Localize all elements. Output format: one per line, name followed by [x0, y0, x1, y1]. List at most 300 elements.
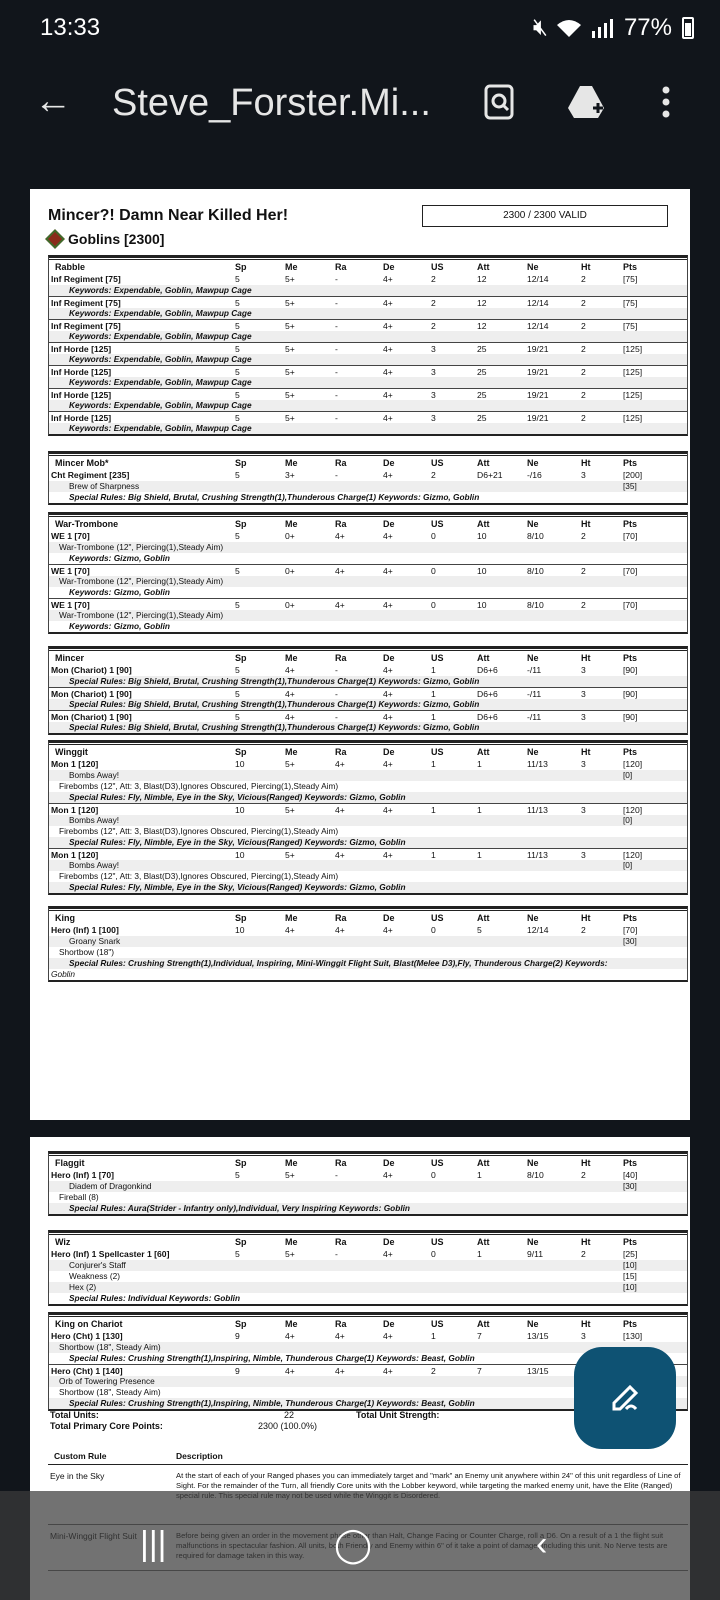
unit-stat: -	[335, 321, 338, 331]
unit-detail-text: Groany Snark	[69, 936, 121, 946]
total-core-label: Total Primary Core Points:	[50, 1421, 163, 1431]
unit-stat: 12/14	[527, 298, 549, 308]
unit-name: Mon (Chariot) 1 [90]	[51, 665, 132, 675]
column-header: De	[383, 653, 395, 663]
column-header: Ht	[581, 1158, 591, 1168]
block-top-rule	[49, 743, 687, 745]
column-header: Ra	[335, 1319, 347, 1329]
unit-stat: 2	[581, 566, 586, 576]
unit-stat: 4+	[383, 344, 393, 354]
unit-stat: 4+	[383, 274, 393, 284]
unit-detail-text: Shortbow (18")	[59, 947, 115, 957]
home-icon[interactable]: ◯	[334, 1526, 373, 1564]
unit-stat: [120]	[623, 805, 643, 815]
unit-name: Mon 1 [120]	[51, 850, 99, 860]
unit-stat: 5+	[285, 850, 295, 860]
unit-detail-line	[49, 1181, 687, 1192]
unit-detail-line	[49, 377, 687, 388]
unit-stat: 4+	[383, 367, 393, 377]
unit-detail-line	[49, 699, 687, 710]
unit-stat: 4+	[335, 850, 345, 860]
unit-detail-text: Hex (2)	[69, 1282, 97, 1292]
unit-row	[49, 848, 687, 860]
block-name: Mincer Mob*	[55, 458, 109, 468]
search-document-icon[interactable]	[480, 82, 520, 122]
unit-name: Hero (Inf) 1 [100]	[51, 925, 119, 935]
unit-stat: 5+	[285, 344, 295, 354]
detail-points: [30]	[623, 1181, 637, 1191]
column-header: US	[431, 1237, 444, 1247]
unit-row	[49, 365, 687, 377]
unit-stat: 4+	[285, 712, 295, 722]
unit-stat: 3	[581, 689, 586, 699]
unit-stat: [70]	[623, 925, 638, 935]
unit-detail-text: Keywords: Expendable, Goblin, Mawpup Cage	[69, 377, 252, 387]
unit-detail-text: War-Trombone (12", Piercing(1),Steady Aim)	[59, 576, 224, 586]
unit-row	[49, 273, 687, 285]
unit-row	[49, 564, 687, 576]
unit-detail-line	[49, 792, 687, 803]
unit-detail-line	[49, 354, 687, 365]
unit-stat: 0+	[285, 600, 295, 610]
unit-stat: 4+	[335, 925, 345, 935]
unit-stat: 4+	[383, 413, 393, 423]
nav-back-icon[interactable]: ‹	[536, 1525, 548, 1563]
unit-stat: 9	[235, 1366, 240, 1376]
unit-stat: 12/14	[527, 925, 549, 935]
add-to-drive-icon[interactable]	[566, 82, 606, 122]
block-header-row	[49, 1236, 687, 1248]
total-strength-label: Total Unit Strength:	[356, 1410, 440, 1420]
unit-stat: 8/10	[527, 531, 544, 541]
unit-stat: 5	[235, 531, 240, 541]
column-header: Pts	[623, 458, 638, 468]
unit-stat: 3	[431, 344, 436, 354]
unit-detail-text: Firebombs (12", Att: 3, Blast(D3),Ignores Obscured, Piercing(1),Steady Aim)	[59, 826, 339, 836]
unit-stat: 19/21	[527, 367, 549, 377]
column-header: Att	[477, 747, 490, 757]
column-header: Sp	[235, 262, 247, 272]
block-name: War-Trombone	[55, 519, 119, 529]
column-header: Sp	[235, 458, 247, 468]
battery-icon	[682, 17, 694, 39]
unit-row	[49, 924, 687, 936]
unit-stat: 25	[477, 390, 487, 400]
unit-detail-line	[49, 826, 687, 837]
custom-rule-name: Eye in the Sky	[50, 1471, 105, 1481]
unit-detail-line	[49, 722, 687, 733]
unit-stat: -/11	[527, 712, 542, 722]
unit-detail-text: Firebombs (12", Att: 3, Blast(D3),Ignores Obscured, Piercing(1),Steady Aim)	[59, 871, 339, 881]
column-header: Pts	[623, 1237, 638, 1247]
unit-block	[48, 906, 688, 982]
unit-stat: 25	[477, 367, 487, 377]
unit-detail-text: Special Rules: Individual Keywords: Goblin	[69, 1293, 241, 1303]
unit-stat: 4+	[383, 1366, 393, 1376]
navigation-bar	[0, 1491, 720, 1600]
column-header: Pts	[623, 653, 638, 663]
unit-stat: 5	[235, 390, 240, 400]
unit-stat: [125]	[623, 413, 643, 423]
block-header-row	[49, 912, 687, 924]
unit-stat: 9	[235, 1331, 240, 1341]
unit-detail-line	[49, 936, 687, 947]
column-header: De	[383, 1237, 395, 1247]
unit-name: WE 1 [70]	[51, 566, 90, 576]
column-header: Att	[477, 1237, 490, 1247]
column-header: De	[383, 1158, 395, 1168]
unit-detail-text: Brew of Sharpness	[69, 481, 140, 491]
unit-detail-line	[49, 587, 687, 598]
document-title: Steve_Forster.Mi...	[112, 82, 431, 124]
unit-stat: 4+	[285, 689, 295, 699]
unit-detail-text: Special Rules: Fly, Nimble, Eye in the Sky, Vicious(Ranged) Keywords: Gizmo, Goblin	[69, 837, 406, 847]
column-header: De	[383, 747, 395, 757]
detail-points: [10]	[623, 1282, 637, 1292]
unit-stat: -/16	[527, 470, 542, 480]
unit-stat: 5+	[285, 805, 295, 815]
unit-stat: 10	[235, 759, 245, 769]
unit-detail-line	[49, 860, 687, 871]
unit-detail-text: Keywords: Expendable, Goblin, Mawpup Cage	[69, 285, 252, 295]
unit-row	[49, 388, 687, 400]
unit-stat: 4+	[383, 1249, 393, 1259]
unit-stat: [125]	[623, 390, 643, 400]
column-header: Ne	[527, 458, 539, 468]
unit-stat: 3	[431, 367, 436, 377]
column-header: Me	[285, 653, 298, 663]
unit-detail-text: Keywords: Gizmo, Goblin	[69, 621, 170, 631]
unit-block	[48, 512, 688, 634]
unit-stat: 4+	[383, 689, 393, 699]
unit-detail-text: Special Rules: Fly, Nimble, Eye in the Sky, Vicious(Ranged) Keywords: Gizmo, Goblin	[69, 882, 406, 892]
column-header: Sp	[235, 653, 247, 663]
unit-detail-text: Special Rules: Aura(Strider - Infantry only),Individual, Very Inspiring Keywords: Goblin	[69, 1203, 410, 1213]
wifi-icon	[556, 18, 582, 38]
column-header: US	[431, 1158, 444, 1168]
unit-detail-text: Special Rules: Big Shield, Brutal, Crushing Strength(1),Thunderous Charge(1) Keywords: Gizmo, Goblin	[69, 699, 480, 709]
unit-stat: 5	[235, 566, 240, 576]
mute-icon: 🔇︎	[532, 14, 548, 41]
unit-detail-text: Keywords: Gizmo, Goblin	[69, 587, 170, 597]
unit-stat: 4+	[383, 759, 393, 769]
column-header: Me	[285, 458, 298, 468]
block-top-rule	[49, 1315, 687, 1317]
unit-stat: 0	[431, 600, 436, 610]
unit-name: Hero (Inf) 1 [70]	[51, 1170, 115, 1180]
unit-stat: 2	[581, 367, 586, 377]
unit-stat: 4+	[335, 1366, 345, 1376]
unit-stat: 5	[235, 470, 240, 480]
unit-stat: 1	[477, 759, 482, 769]
unit-detail-line	[49, 781, 687, 792]
unit-stat: 5	[235, 1170, 240, 1180]
unit-detail-line	[49, 1282, 687, 1293]
unit-stat: 3	[581, 1331, 586, 1341]
unit-stat: 4+	[383, 298, 393, 308]
unit-row	[49, 758, 687, 770]
detail-points: [0]	[623, 815, 633, 825]
unit-stat: 1	[477, 850, 482, 860]
column-header: Me	[285, 1158, 298, 1168]
unit-name: Mon (Chariot) 1 [90]	[51, 712, 132, 722]
unit-stat: 2	[581, 1170, 586, 1180]
detail-points: [30]	[623, 936, 637, 946]
validity-box: 2300 / 2300 VALID	[422, 205, 668, 227]
column-header: Ra	[335, 747, 347, 757]
detail-points: [35]	[623, 481, 637, 491]
unit-stat: 11/13	[527, 759, 548, 769]
unit-row	[49, 1330, 687, 1342]
unit-stat: [75]	[623, 274, 638, 284]
column-header: Att	[477, 458, 490, 468]
unit-detail-line	[49, 542, 687, 553]
pen-icon	[606, 1379, 644, 1417]
unit-detail-text: Special Rules: Crushing Strength(1),Individual, Inspiring, Mini-Winggit Flight Suit, Blast(Melee D3),Fly, Thunderous Charge(2) Keywords:	[69, 958, 608, 968]
unit-stat: D6+6	[477, 712, 498, 722]
unit-stat: 2	[431, 298, 436, 308]
column-header: Me	[285, 262, 298, 272]
column-header: Me	[285, 1237, 298, 1247]
block-top-rule	[49, 649, 687, 651]
unit-stat: 1	[431, 759, 436, 769]
unit-stat: 0	[431, 925, 436, 935]
unit-row	[49, 1169, 687, 1181]
column-header: Ra	[335, 1158, 347, 1168]
unit-stat: 3	[581, 759, 586, 769]
unit-row	[49, 1248, 687, 1260]
unit-stat: 3	[431, 413, 436, 423]
unit-name: Hero (Cht) 1 [130]	[51, 1331, 123, 1341]
unit-stat: 0	[431, 531, 436, 541]
column-header: Ne	[527, 1319, 539, 1329]
unit-detail-line	[49, 1271, 687, 1282]
unit-stat: 7	[477, 1331, 482, 1341]
unit-stat: 25	[477, 344, 487, 354]
battery-percent: 77%	[623, 14, 672, 41]
unit-stat: -	[335, 274, 338, 284]
column-header: Ra	[335, 913, 347, 923]
unit-detail-text: Diadem of Dragonkind	[69, 1181, 152, 1191]
unit-row	[49, 319, 687, 331]
unit-detail-line	[49, 1203, 687, 1214]
column-header: Ht	[581, 262, 591, 272]
unit-stat: [75]	[623, 298, 638, 308]
column-header: Ht	[581, 653, 591, 663]
unit-stat: 3	[581, 470, 586, 480]
unit-detail-line	[49, 610, 687, 621]
unit-stat: 4+	[383, 566, 393, 576]
column-header: Sp	[235, 519, 247, 529]
unit-stat: -	[335, 367, 338, 377]
unit-stat: 4+	[285, 665, 295, 675]
unit-row	[49, 664, 687, 676]
unit-stat: 2	[581, 925, 586, 935]
unit-stat: 5	[235, 1249, 240, 1259]
unit-stat: 5	[235, 321, 240, 331]
unit-block	[48, 255, 688, 436]
column-header: US	[431, 458, 444, 468]
detail-points: [0]	[623, 860, 633, 870]
column-header: De	[383, 1319, 395, 1329]
unit-stat: 12/14	[527, 321, 549, 331]
unit-detail-line	[49, 1293, 687, 1304]
unit-stat: 13/15	[527, 1366, 549, 1376]
unit-stat: 1	[431, 712, 436, 722]
block-header-row	[49, 652, 687, 664]
unit-detail-text: War-Trombone (12", Piercing(1),Steady Aim)	[59, 610, 224, 620]
unit-stat: -/11	[527, 665, 542, 675]
unit-stat: 3	[581, 805, 586, 815]
unit-stat: 2	[431, 470, 436, 480]
unit-stat: 8/10	[527, 1170, 544, 1180]
unit-detail-text: Weakness (2)	[69, 1271, 121, 1281]
unit-stat: [200]	[623, 470, 643, 480]
unit-detail-text: Firebombs (12", Att: 3, Blast(D3),Ignores Obscured, Piercing(1),Steady Aim)	[59, 781, 339, 791]
back-arrow-icon[interactable]: ←	[34, 80, 72, 122]
unit-stat: [70]	[623, 566, 638, 576]
unit-name: Hero (Inf) 1 Spellcaster 1 [60]	[51, 1249, 170, 1259]
unit-stat: 3	[431, 390, 436, 400]
unit-detail-line	[49, 882, 687, 893]
unit-detail-line	[49, 969, 687, 980]
block-name: King on Chariot	[55, 1319, 123, 1329]
block-header-row	[49, 518, 687, 530]
report-title: Mincer?! Damn Near Killed Her!	[48, 207, 289, 224]
unit-stat: 4+	[285, 1366, 295, 1376]
unit-stat: [40]	[623, 1170, 638, 1180]
unit-detail-line	[49, 400, 687, 411]
unit-stat: 2	[581, 298, 586, 308]
unit-detail-line	[49, 815, 687, 826]
unit-name: Inf Horde [125]	[51, 367, 112, 377]
block-name: King	[55, 913, 75, 923]
unit-name: Inf Horde [125]	[51, 413, 112, 423]
unit-detail-text: Shortbow (18", Steady Aim)	[59, 1342, 161, 1352]
total-core-value: 2300 (100.0%)	[258, 1421, 318, 1431]
unit-stat: 2	[581, 413, 586, 423]
unit-stat: [130]	[623, 1331, 643, 1341]
unit-stat: 10	[477, 531, 487, 541]
unit-block	[48, 740, 688, 895]
unit-stat: [90]	[623, 665, 638, 675]
unit-stat: 4+	[383, 850, 393, 860]
unit-stat: 2	[431, 1366, 436, 1376]
unit-row	[49, 710, 687, 722]
unit-stat: 8/10	[527, 566, 544, 576]
unit-stat: 4+	[335, 566, 345, 576]
column-header: Ra	[335, 262, 347, 272]
unit-stat: 4+	[383, 470, 393, 480]
unit-stat: 11/13	[527, 805, 548, 815]
unit-stat: 1	[431, 689, 436, 699]
block-name: Rabble	[55, 262, 86, 272]
unit-name: Inf Horde [125]	[51, 390, 112, 400]
unit-stat: 1	[431, 805, 436, 815]
unit-stat: -	[335, 344, 338, 354]
column-header: Ne	[527, 913, 539, 923]
unit-stat: 10	[477, 600, 487, 610]
unit-stat: 19/21	[527, 413, 549, 423]
unit-detail-text: Orb of Towering Presence	[59, 1376, 155, 1386]
unit-detail-text: Bombs Away!	[69, 860, 120, 870]
recent-apps-icon[interactable]: |||	[140, 1525, 167, 1563]
block-name: Flaggit	[55, 1158, 85, 1168]
unit-stat: [120]	[623, 759, 643, 769]
unit-detail-text: War-Trombone (12", Piercing(1),Steady Aim)	[59, 542, 224, 552]
unit-row	[49, 598, 687, 610]
detail-points: [10]	[623, 1260, 637, 1270]
unit-name: Hero (Cht) 1 [140]	[51, 1366, 123, 1376]
unit-row	[49, 530, 687, 542]
unit-stat: 5	[235, 665, 240, 675]
unit-detail-text: Special Rules: Fly, Nimble, Eye in the Sky, Vicious(Ranged) Keywords: Gizmo, Goblin	[69, 792, 406, 802]
unit-stat: 1	[431, 665, 436, 675]
unit-name: Inf Horde [125]	[51, 344, 112, 354]
unit-stat: 4+	[383, 1331, 393, 1341]
detail-points: [15]	[623, 1271, 637, 1281]
unit-stat: -	[335, 298, 338, 308]
unit-stat: 4+	[335, 805, 345, 815]
unit-stat: -	[335, 1249, 338, 1259]
column-header: De	[383, 262, 395, 272]
column-header: Ht	[581, 458, 591, 468]
unit-name: Mon 1 [120]	[51, 759, 99, 769]
unit-stat: 0+	[285, 566, 295, 576]
unit-stat: 12/14	[527, 274, 549, 284]
unit-stat: [75]	[623, 321, 638, 331]
unit-detail-line	[49, 871, 687, 882]
unit-detail-line	[49, 331, 687, 342]
unit-stat: 19/21	[527, 344, 549, 354]
more-options-icon[interactable]	[646, 82, 686, 122]
unit-stat: 0	[431, 1249, 436, 1259]
column-header: Sp	[235, 1158, 247, 1168]
unit-stat: 7	[477, 1366, 482, 1376]
unit-stat: 11/13	[527, 850, 548, 860]
column-header: Att	[477, 913, 490, 923]
unit-stat: -	[335, 712, 338, 722]
block-header-row	[49, 1318, 687, 1330]
block-top-rule	[49, 454, 687, 456]
unit-stat: -	[335, 390, 338, 400]
unit-stat: [90]	[623, 689, 638, 699]
unit-detail-line	[49, 947, 687, 958]
unit-row	[49, 342, 687, 354]
army-header	[48, 231, 164, 247]
unit-stat: 5	[235, 344, 240, 354]
column-header: Me	[285, 913, 298, 923]
unit-stat: 1	[477, 1249, 482, 1259]
unit-stat: 2	[581, 390, 586, 400]
block-name: Wiz	[55, 1237, 71, 1247]
edit-fab[interactable]	[574, 1347, 676, 1449]
column-header: Ht	[581, 1319, 591, 1329]
column-header: Pts	[623, 519, 638, 529]
unit-stat: 5+	[285, 298, 295, 308]
unit-stat: 0	[431, 1170, 436, 1180]
status-time: 13:33	[40, 14, 101, 41]
unit-stat: 3+	[285, 470, 295, 480]
unit-stat: 2	[581, 1249, 586, 1259]
unit-stat: 4+	[285, 1331, 295, 1341]
unit-stat: 5+	[285, 1170, 295, 1180]
unit-detail-line	[49, 308, 687, 319]
unit-detail-line	[49, 576, 687, 587]
army-emblem-icon	[45, 229, 65, 249]
unit-stat: 2	[581, 531, 586, 541]
unit-detail-text: Keywords: Expendable, Goblin, Mawpup Cage	[69, 400, 252, 410]
